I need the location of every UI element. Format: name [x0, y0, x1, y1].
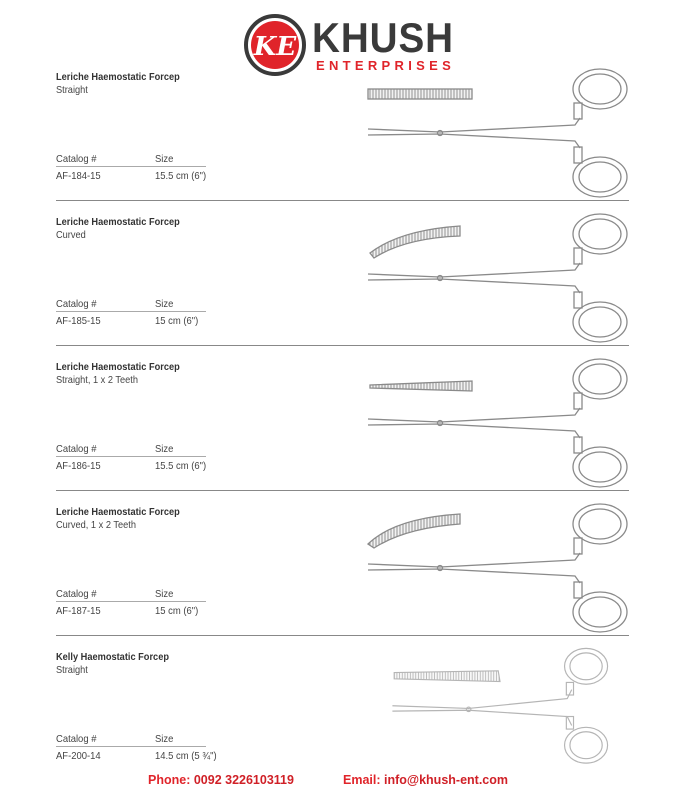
size-value: 15.5 cm (6"): [155, 460, 207, 472]
size-value: 15 cm (6"): [155, 605, 199, 617]
footer-phone: [148, 773, 294, 787]
size-value: 15.5 cm (6"): [155, 170, 207, 182]
catalog-number: AF-185-15: [56, 315, 101, 327]
header-divider: [56, 456, 206, 457]
forcep-image: [360, 208, 640, 353]
product-subtitle: Straight, 1 x 2 Teeth: [56, 374, 139, 386]
forcep-image: [360, 63, 640, 208]
header-divider: [56, 166, 206, 167]
catalog-header: Catalog #: [56, 733, 97, 745]
size-header: Size: [155, 733, 174, 745]
product-card: [0, 353, 689, 498]
brand-tagline: ENTERPRISES: [316, 58, 456, 73]
forcep-image: [360, 643, 640, 773]
product-title: Leriche Haemostatic Forcep: [56, 506, 180, 518]
product-title: Leriche Haemostatic Forcep: [56, 71, 180, 83]
catalog-header: Catalog #: [56, 443, 97, 455]
product-title: Kelly Haemostatic Forcep: [56, 651, 169, 663]
product-subtitle: Curved, 1 x 2 Teeth: [56, 519, 136, 531]
header-divider: [56, 746, 206, 747]
product-card: [0, 63, 689, 208]
email-link[interactable]: info@khush-ent.com: [384, 773, 508, 787]
email-label: Email:: [343, 773, 381, 787]
product-subtitle: Curved: [56, 229, 86, 241]
size-header: Size: [155, 443, 174, 455]
section-divider: [56, 200, 629, 201]
catalog-header: Catalog #: [56, 588, 97, 600]
header-divider: [56, 311, 206, 312]
product-title: Leriche Haemostatic Forcep: [56, 361, 180, 373]
brand-monogram: KE: [253, 32, 297, 62]
product-card: [0, 498, 689, 643]
size-value: 15 cm (6"): [155, 315, 199, 327]
catalog-number: AF-184-15: [56, 170, 101, 182]
phone-label: Phone:: [148, 773, 191, 787]
forcep-image: [360, 498, 640, 643]
brand-name: KHUSH: [312, 14, 454, 61]
phone-number[interactable]: 0092 3226103119: [193, 773, 294, 787]
header-divider: [56, 601, 206, 602]
size-header: Size: [155, 298, 174, 310]
product-subtitle: Straight: [56, 664, 88, 676]
size-value: 14.5 cm (5 ¾"): [155, 750, 217, 762]
section-divider: [56, 635, 629, 636]
footer-email: [343, 773, 508, 787]
product-title: Leriche Haemostatic Forcep: [56, 216, 180, 228]
product-card: [0, 208, 689, 353]
product-card: [0, 643, 689, 788]
catalog-header: Catalog #: [56, 298, 97, 310]
product-subtitle: Straight: [56, 84, 88, 96]
section-divider: [56, 345, 629, 346]
catalog-number: AF-186-15: [56, 460, 101, 472]
catalog-number: AF-200-14: [56, 750, 101, 762]
catalog-number: AF-187-15: [56, 605, 101, 617]
forcep-image: [360, 353, 640, 498]
section-divider: [56, 490, 629, 491]
size-header: Size: [155, 588, 174, 600]
size-header: Size: [155, 153, 174, 165]
catalog-header: Catalog #: [56, 153, 97, 165]
